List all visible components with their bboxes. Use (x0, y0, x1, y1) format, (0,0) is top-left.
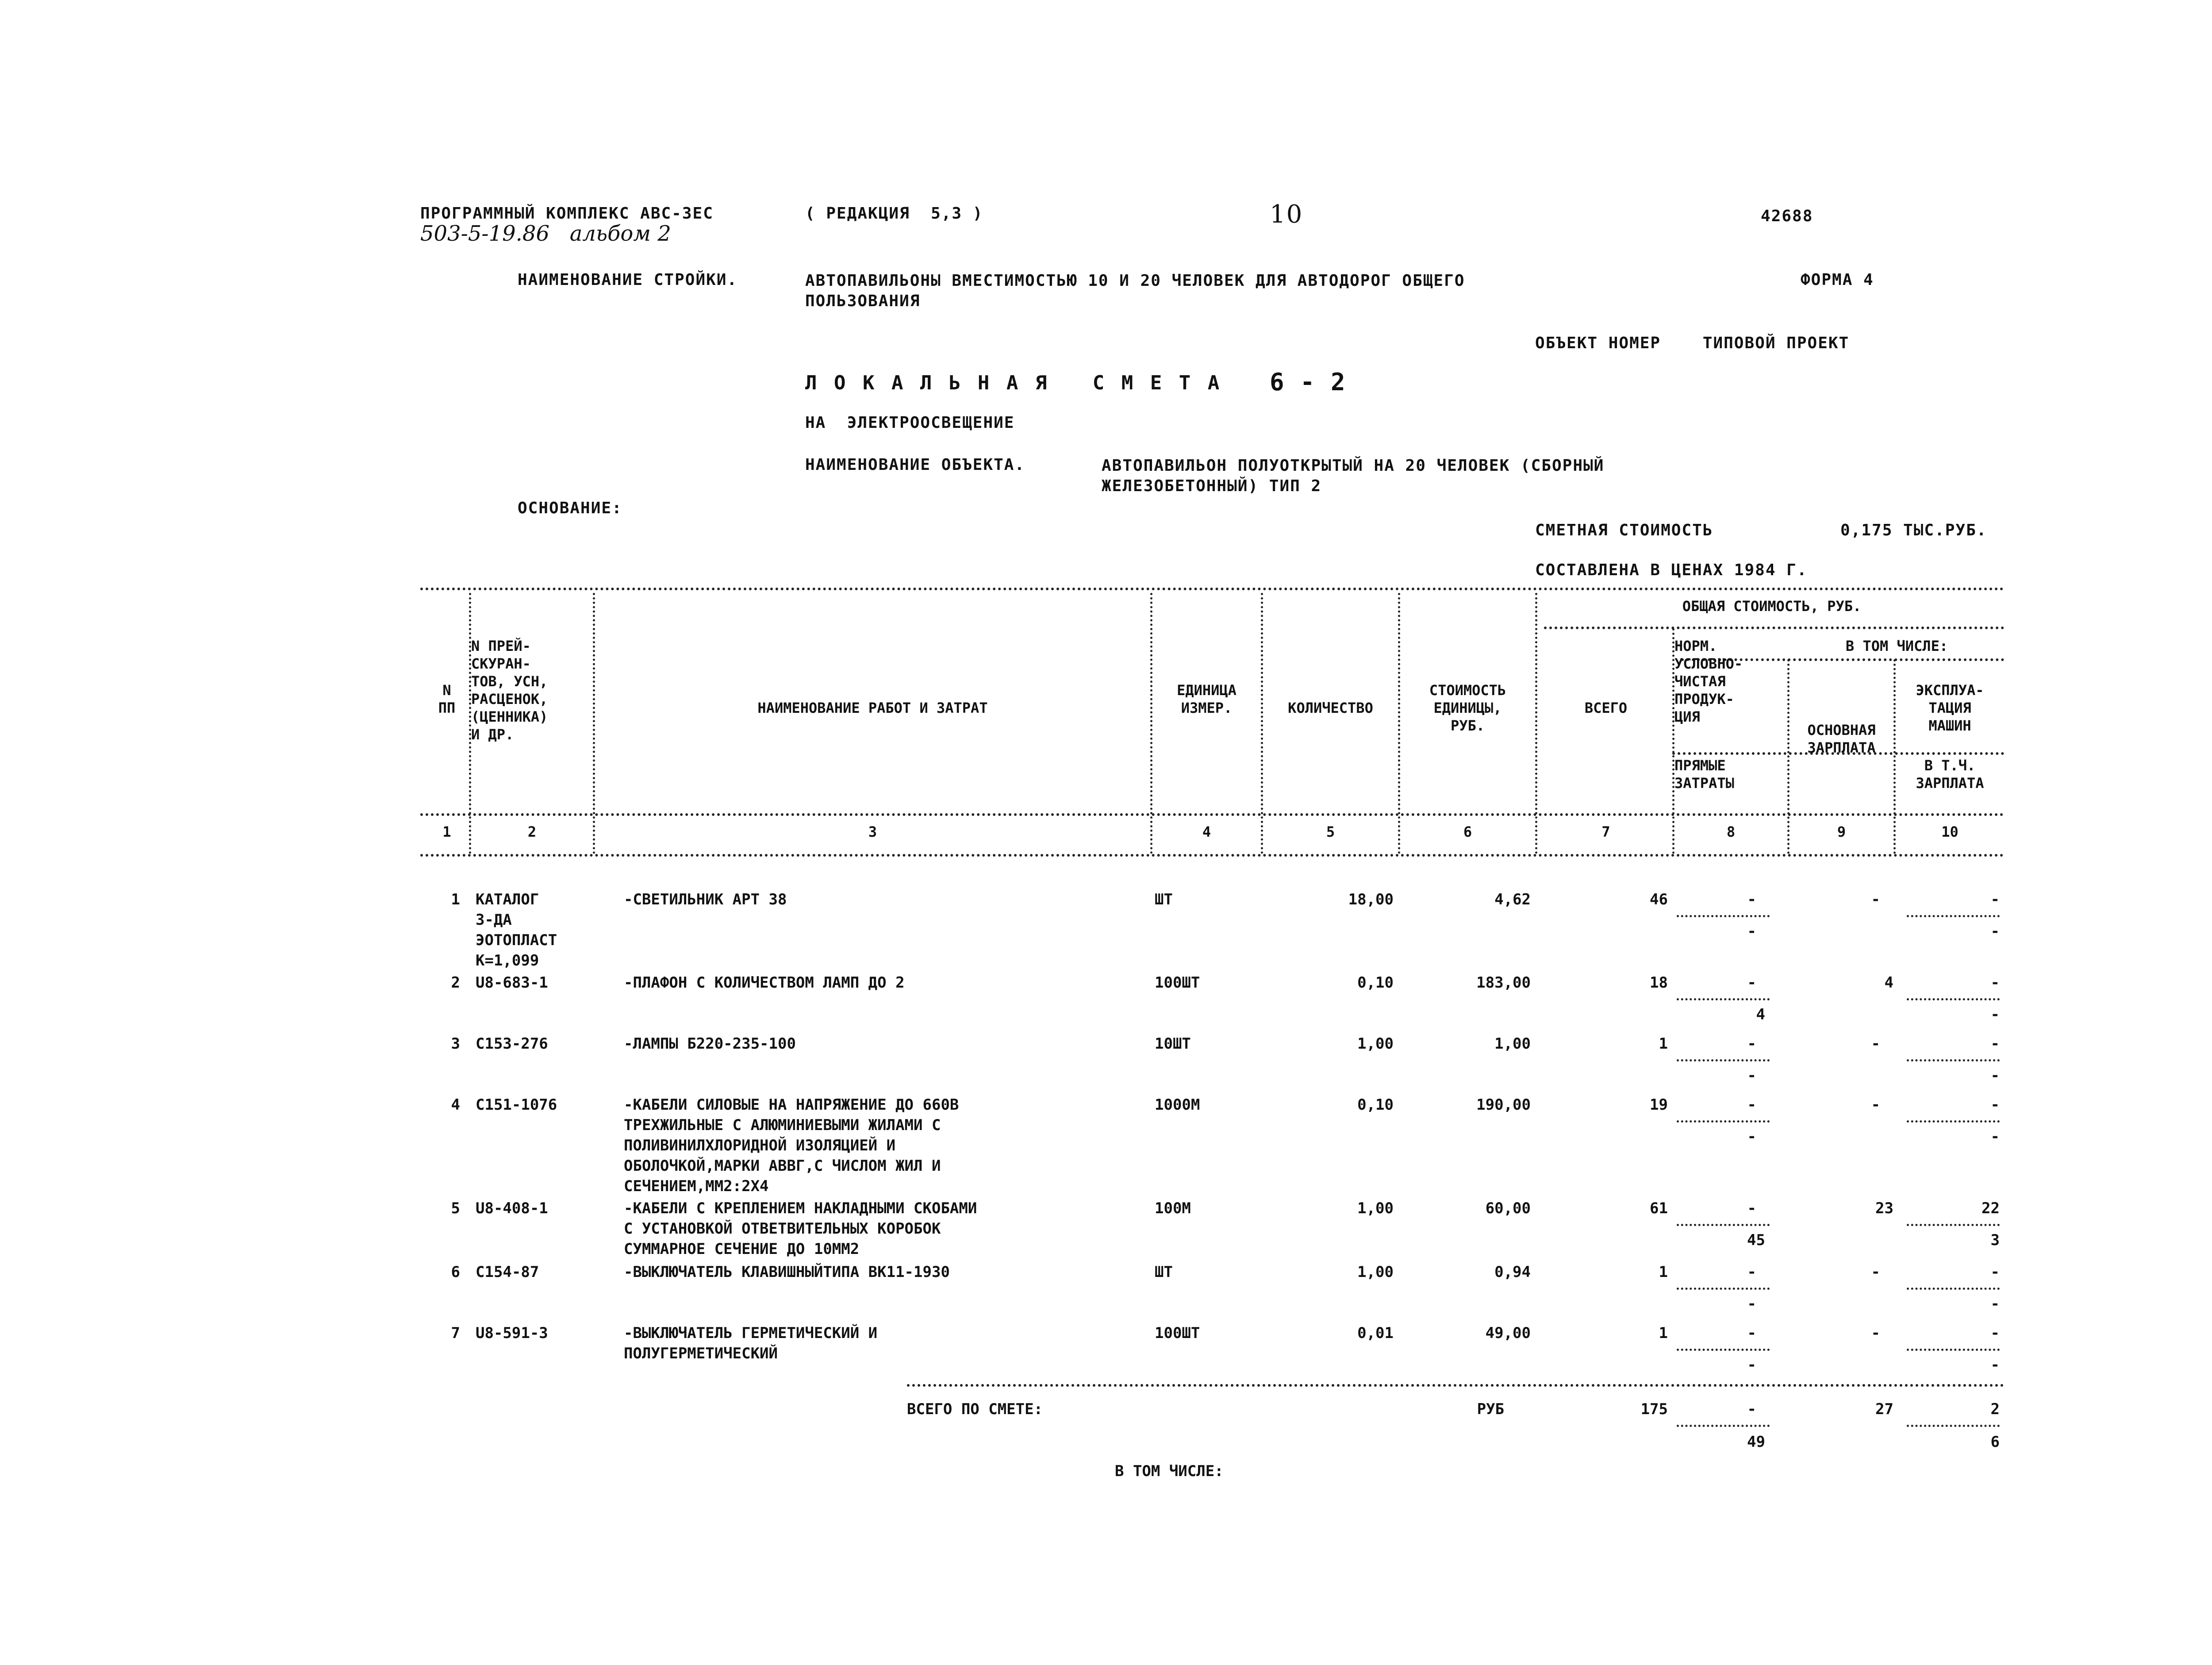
cost-label: СМЕТНАЯ СТОИМОСТЬ (1535, 521, 1713, 539)
header-col-10a: ЭКСПЛУА- ТАЦИЯ МАШИН (1916, 682, 1984, 734)
row-code: U8-408-1 (476, 1200, 548, 1217)
header-col-2: N ПРЕЙ- СКУРАН- ТОВ, УСН, РАСЦЕНОК, (ЦЕННИКА) И ДР. (471, 638, 548, 743)
row-number: 4 (451, 1096, 460, 1114)
row-number: 5 (451, 1200, 460, 1217)
row-c10b: - (1990, 1295, 2000, 1313)
row-c8: - (1747, 1096, 1756, 1114)
col-divider (1261, 593, 1263, 854)
row-number: 3 (451, 1035, 460, 1053)
row-c8b: - (1747, 1295, 1756, 1313)
row-unit: 100ШТ (1155, 974, 1200, 992)
cell-divider (1677, 1349, 1770, 1351)
cell-divider (1677, 998, 1770, 1000)
object-number: ОБЪЕКТ НОМЕР ТИПОВОЙ ПРОЕКТ (1535, 334, 1850, 352)
row-c10b: 3 (1990, 1231, 2000, 1249)
header-col-8b: ПРЯМЫЕ ЗАТРАТЫ (1674, 757, 1734, 792)
edition: ( РЕДАКЦИЯ 5,3 ) (805, 204, 983, 223)
row-total: 1 (1659, 1035, 1668, 1053)
row-qty: 0,01 (1357, 1324, 1394, 1342)
colnum-2: 2 (527, 823, 537, 840)
cell-divider (1677, 1120, 1770, 1123)
row-code: КАТАЛОГ З-ДА ЭОТОПЛАСТ К=1,099 (476, 891, 557, 969)
header-col-6: СТОИМОСТЬ ЕДИНИЦЫ, РУБ. (1429, 682, 1506, 734)
colnum-1: 1 (442, 823, 451, 840)
row-c10: - (1990, 1263, 2000, 1281)
header-col-7: ВСЕГО (1584, 700, 1628, 716)
cell-divider (1907, 1349, 2000, 1351)
cell-divider (1907, 1425, 2000, 1427)
row-c10b: - (1990, 1356, 2000, 1374)
estimate-number: 6 - 2 (1270, 368, 1346, 396)
row-unit: 1000М (1155, 1096, 1200, 1114)
header-incl: В ТОМ ЧИСЛЕ: (1845, 638, 1948, 654)
row-c8b: - (1747, 1356, 1756, 1374)
header-col-5: КОЛИЧЕСТВО (1288, 700, 1373, 716)
cell-divider (1907, 1224, 2000, 1226)
totals-rule (907, 1384, 2004, 1387)
object-label: НАИМЕНОВАНИЕ ОБЪЕКТА. (805, 456, 1025, 474)
document-code: 42688 (1761, 207, 1813, 225)
row-name: -КАБЕЛИ СИЛОВЫЕ НА НАПРЯЖЕНИЕ ДО 660В ТРЕХЖИЛЬНЫЕ С АЛЮМИНИЕВЫМИ ЖИЛАМИ С ПОЛИВИНИЛХЛОРИДНОЙ ИЗОЛЯЦИЕЙ И ОБОЛОЧКОЙ,МАРКИ АВВГ,С ЧИСЛОМ ЖИЛ И СЕЧЕНИЕМ,ММ2:2Х4 (624, 1096, 959, 1195)
row-c10: - (1990, 891, 2000, 908)
row-price: 190,00 (1476, 1096, 1531, 1114)
colnum-3: 3 (868, 823, 877, 840)
row-c10: - (1990, 1096, 2000, 1114)
total-c9: 27 (1875, 1400, 1893, 1418)
row-number: 1 (451, 891, 460, 908)
row-c10: - (1990, 974, 2000, 992)
row-total: 46 (1650, 891, 1668, 908)
row-name: -ПЛАФОН С КОЛИЧЕСТВОМ ЛАМП ДО 2 (624, 974, 905, 992)
cell-divider (1677, 1425, 1770, 1427)
row-c8b: 45 (1747, 1231, 1765, 1249)
row-c9: 23 (1875, 1200, 1893, 1217)
total-c10: 2 (1990, 1400, 2000, 1418)
header-col-1: N ПП (438, 682, 456, 716)
row-price: 183,00 (1476, 974, 1531, 992)
row-price: 1,00 (1494, 1035, 1531, 1053)
estimate-subject: НА ЭЛЕКТРООСВЕЩЕНИЕ (805, 414, 1015, 432)
colnum-6: 6 (1463, 823, 1472, 840)
row-qty: 1,00 (1357, 1200, 1394, 1217)
row-code: С151-1076 (476, 1096, 557, 1114)
row-qty: 1,00 (1357, 1263, 1394, 1281)
colnum-7: 7 (1601, 823, 1610, 840)
row-code: U8-683-1 (476, 974, 548, 992)
row-qty: 18,00 (1348, 891, 1394, 908)
row-c10b: - (1990, 1006, 2000, 1023)
table-top-rule (420, 588, 2004, 590)
cell-divider (1907, 1120, 2000, 1123)
colnum-4: 4 (1202, 823, 1211, 840)
page-number: 10 (1270, 200, 1303, 229)
colnum-10: 10 (1941, 823, 1959, 840)
row-name: -ВЫКЛЮЧАТЕЛЬ КЛАВИШНЫЙТИПА ВК11-1930 (624, 1263, 950, 1281)
colnum-bottom-rule (420, 854, 2004, 857)
row-c8b: - (1747, 1067, 1756, 1084)
row-c10: - (1990, 1035, 2000, 1053)
cell-divider (1677, 1224, 1770, 1226)
album-handwritten: 503-5-19.86 альбом 2 (420, 221, 671, 246)
total-c8b: 49 (1747, 1433, 1765, 1451)
construction-label: НАИМЕНОВАНИЕ СТРОЙКИ. (518, 271, 738, 289)
row-c10b: - (1990, 1067, 2000, 1084)
total-c10b: 6 (1990, 1433, 2000, 1451)
cost-value: 0,175 ТЫС.РУБ. (1840, 521, 1987, 539)
row-c8b: - (1747, 923, 1756, 940)
cell-divider (1907, 1288, 2000, 1290)
row-qty: 0,10 (1357, 974, 1394, 992)
estimate-title: Л О К А Л Ь Н А Я С М Е Т А (805, 372, 1222, 394)
row-unit: ШТ (1155, 891, 1173, 908)
row-c8b: 4 (1756, 1006, 1765, 1023)
row-c10: 22 (1982, 1200, 2000, 1217)
header-col-9: ОСНОВНАЯ ЗАРПЛАТА (1807, 722, 1876, 756)
header-col-8a: НОРМ. УСЛОВНО- ЧИСТАЯ ПРОДУК- ЦИЯ (1674, 638, 1743, 725)
row-c9: - (1871, 1096, 1880, 1114)
row-number: 7 (451, 1324, 460, 1342)
row-qty: 0,10 (1357, 1096, 1394, 1114)
row-c9: 4 (1884, 974, 1893, 992)
row-c9: - (1871, 1324, 1880, 1342)
row-c8: - (1747, 974, 1756, 992)
row-c8: - (1747, 1200, 1756, 1217)
row-total: 1 (1659, 1263, 1668, 1281)
row-name: -КАБЕЛИ С КРЕПЛЕНИЕМ НАКЛАДНЫМИ СКОБАМИ С УСТАНОВКОЙ ОТВЕТВИТЕЛЬНЫХ КОРОБОК СУММАРНОЕ СЕЧЕНИЕ ДО 10ММ2 (624, 1200, 977, 1258)
cell-divider (1907, 915, 2000, 917)
row-unit: 100ШТ (1155, 1324, 1200, 1342)
row-number: 6 (451, 1263, 460, 1281)
row-total: 18 (1650, 974, 1668, 992)
row-c9: - (1871, 891, 1880, 908)
header-col-4: ЕДИНИЦА ИЗМЕР. (1177, 682, 1237, 716)
row-c10b: - (1990, 923, 2000, 940)
row-c8: - (1747, 1263, 1756, 1281)
row-number: 2 (451, 974, 460, 992)
header-col-10b: В Т.Ч. ЗАРПЛАТА (1916, 757, 1984, 792)
row-unit: 100М (1155, 1200, 1191, 1217)
colnum-8: 8 (1726, 823, 1736, 840)
basis-label: ОСНОВАНИЕ: (518, 499, 622, 517)
row-c9: - (1871, 1035, 1880, 1053)
row-total: 61 (1650, 1200, 1668, 1217)
total-value: 175 (1640, 1400, 1668, 1418)
row-price: 49,00 (1485, 1324, 1531, 1342)
row-price: 0,94 (1494, 1263, 1531, 1281)
colnum-5: 5 (1326, 823, 1335, 840)
row-name: -СВЕТИЛЬНИК АРТ 38 (624, 891, 787, 908)
row-c8: - (1747, 891, 1756, 908)
row-name: -ВЫКЛЮЧАТЕЛЬ ГЕРМЕТИЧЕСКИЙ И ПОЛУГЕРМЕТИЧЕСКИЙ (624, 1324, 878, 1362)
row-total: 1 (1659, 1324, 1668, 1342)
row-total: 19 (1650, 1096, 1668, 1114)
cell-divider (1677, 1059, 1770, 1061)
total-cost-rule (1544, 627, 2004, 629)
header-bottom-rule (420, 813, 2004, 816)
incl-footer: В ТОМ ЧИСЛЕ: (1115, 1462, 1224, 1480)
header-total-cost: ОБЩАЯ СТОИМОСТЬ, РУБ. (1682, 598, 1862, 615)
row-unit: 10ШТ (1155, 1035, 1191, 1053)
row-price: 4,62 (1494, 891, 1531, 908)
prices-year: СОСТАВЛЕНА В ЦЕНАХ 1984 Г. (1535, 561, 1808, 579)
row-code: U8-591-3 (476, 1324, 548, 1342)
row-qty: 1,00 (1357, 1035, 1394, 1053)
cell-divider (1907, 1059, 2000, 1061)
header-col-3: НАИМЕНОВАНИЕ РАБОТ И ЗАТРАТ (757, 700, 988, 716)
cell-divider (1677, 1288, 1770, 1290)
row-c9: - (1871, 1263, 1880, 1281)
cell-divider (1677, 915, 1770, 917)
row-unit: ШТ (1155, 1263, 1173, 1281)
row-code: С154-87 (476, 1263, 539, 1281)
row-name: -ЛАМПЫ Б220-235-100 (624, 1035, 796, 1053)
row-c10: - (1990, 1324, 2000, 1342)
col-divider (1535, 593, 1537, 854)
cell-divider (1907, 998, 2000, 1000)
row-c8: - (1747, 1035, 1756, 1053)
program-name: ПРОГРАММНЫЙ КОМПЛЕКС АВС-ЗЕС (420, 204, 714, 223)
form-label: ФОРМА 4 (1801, 271, 1874, 289)
row-code: С153-276 (476, 1035, 548, 1053)
row-c8: - (1747, 1324, 1756, 1342)
total-label: ВСЕГО ПО СМЕТЕ: (907, 1400, 1043, 1418)
object-name: АВТОПАВИЛЬОН ПОЛУОТКРЫТЫЙ НА 20 ЧЕЛОВЕК (СБОРНЫЙ ЖЕЛЕЗОБЕТОННЫЙ) ТИП 2 (1102, 457, 1605, 495)
row-c8b: - (1747, 1128, 1756, 1146)
row-price: 60,00 (1485, 1200, 1531, 1217)
construction-name: АВТОПАВИЛЬОНЫ ВМЕСТИМОСТЬЮ 10 И 20 ЧЕЛОВЕК ДЛЯ АВТОДОРОГ ОБЩЕГО ПОЛЬЗОВАНИЯ (805, 272, 1465, 310)
total-c8: - (1747, 1400, 1756, 1418)
col-divider (1150, 593, 1152, 854)
row-c10b: - (1990, 1128, 2000, 1146)
colnum-9: 9 (1837, 823, 1846, 840)
col-divider (593, 593, 595, 854)
total-unit: РУБ (1477, 1400, 1504, 1418)
